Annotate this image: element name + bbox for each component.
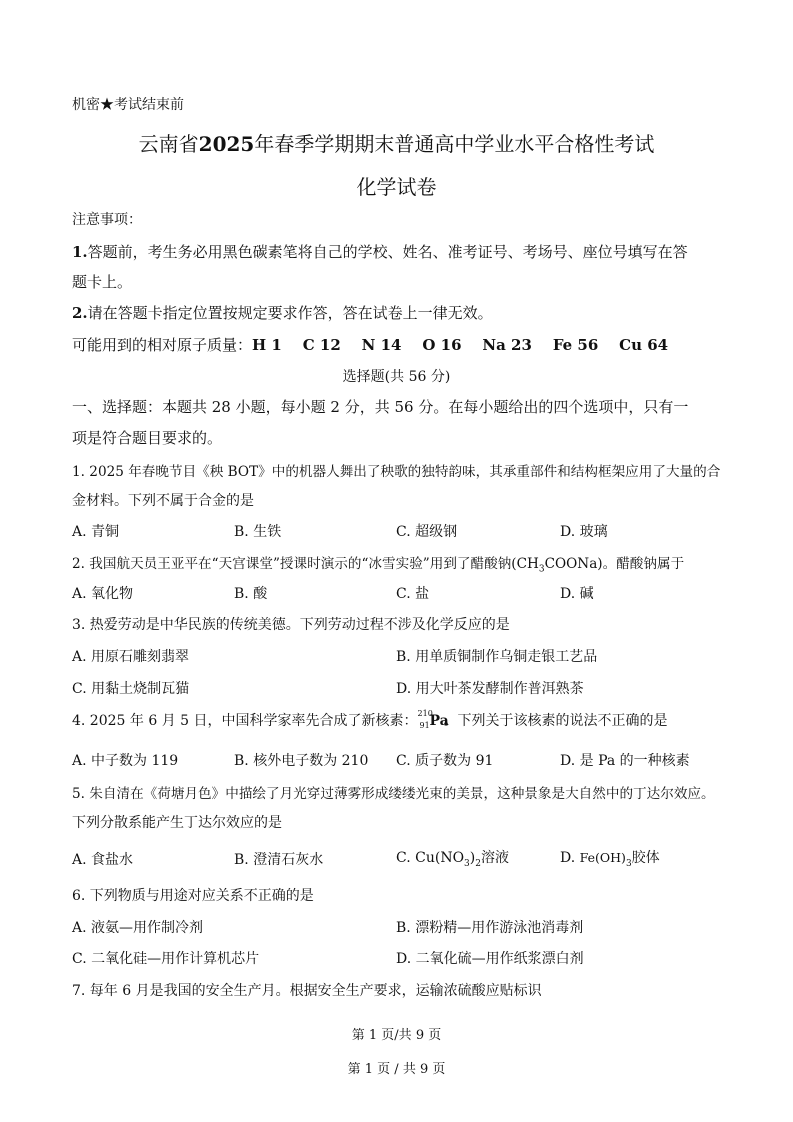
q2-option-c: C. 盐	[396, 586, 430, 602]
note-item-1-number: 1.	[72, 243, 88, 261]
nuclide-mass-number: 210	[417, 709, 433, 718]
q5-option-c-close: )	[469, 850, 476, 866]
q3-option-c: C. 用黏土烧制瓦猫	[72, 681, 190, 697]
q1-stem-line-1: 1. 2025 年春晚节目《秧 BOT》中的机器人舞出了秧歌的独特韵味，其承重部件和结构框架应用了大量的合	[72, 464, 721, 480]
q2-stem	[72, 552, 684, 575]
title-year: 2025	[198, 132, 255, 156]
q4-stem-post: 。下列关于该核素的说法不正确的是	[443, 713, 668, 729]
q4-option-b: B. 核外电子数为 210	[234, 753, 369, 769]
q5-option-d-formula: Fe(OH)	[579, 850, 626, 865]
q5-option-b: B. 澄清石灰水	[234, 852, 324, 868]
q5-option-c	[396, 847, 509, 869]
q5-option-c-sub-1: 3	[464, 858, 470, 869]
q5-option-d-tail: 胶体	[631, 850, 660, 866]
nuclide-atomic-number: 91	[419, 721, 430, 730]
q3-option-a: A. 用原石雕刻翡翠	[72, 649, 190, 665]
q6-option-d: D. 二氧化硫—用作纸浆漂白剂	[396, 951, 584, 967]
atomic-masses	[72, 334, 668, 355]
section-heading: 选择题(共 56 分)	[342, 369, 451, 385]
q5-option-c-formula: Cu(NO	[415, 850, 465, 866]
title-prefix: 云南省	[138, 132, 199, 156]
q6-stem: 6. 下列物质与用途对应关系不正确的是	[72, 888, 314, 904]
note-item-2-number: 2.	[72, 304, 88, 322]
exam-title	[0, 128, 793, 157]
q2-stem-post: COONa)。醋酸钠属于	[544, 556, 685, 572]
q5-option-c-sub-2: 2	[475, 858, 481, 869]
page-number-inner: 第 1 页/共 9 页	[351, 1028, 442, 1043]
note-item-2-text: 请在答题卡指定位置按规定要求作答，答在试卷上一律无效。	[87, 304, 493, 322]
q5-stem-line-2: 下列分散系能产生丁达尔效应的是	[72, 815, 282, 831]
q7-stem: 7. 每年 6 月是我国的安全生产月。根据安全生产要求，运输浓硫酸应贴标识	[72, 983, 542, 999]
q2-stem-sub: 3	[538, 564, 545, 575]
q3-option-b: B. 用单质铜制作乌铜走银工艺品	[396, 649, 598, 665]
q5-option-c-tail: 溶液	[480, 850, 509, 866]
q6-option-a: A. 液氨—用作制冷剂	[72, 920, 204, 936]
confidential-mark: 机密★考试结束前	[72, 97, 184, 113]
q4-option-d: D. 是 Pa 的一种核素	[560, 753, 690, 769]
note-item-1-line-2: 题卡上。	[72, 273, 133, 291]
q4-stem	[72, 710, 668, 730]
note-item-2	[72, 302, 493, 323]
q2-option-b: B. 酸	[234, 586, 268, 602]
q4-option-c: C. 质子数为 91	[396, 753, 494, 769]
q5-option-d-sub: 3	[625, 858, 632, 869]
nuclide-element: Pa	[429, 713, 449, 729]
q1-option-d: D. 玻璃	[560, 524, 608, 540]
q2-option-d: D. 碱	[560, 586, 594, 602]
q2-option-a: A. 氧化物	[72, 586, 134, 602]
nuclide-symbol	[417, 709, 449, 730]
q3-option-d: D. 用大叶茶发酵制作普洱熟茶	[396, 681, 584, 697]
q6-option-c: C. 二氧化硅—用作计算机芯片	[72, 951, 260, 967]
q5-option-a: A. 食盐水	[72, 852, 134, 868]
q1-option-b: B. 生铁	[234, 524, 282, 540]
q5-option-c-label: C.	[396, 850, 411, 866]
q5-option-d-label: D.	[560, 850, 576, 866]
title-suffix: 年春季学期期末普通高中学业水平合格性考试	[254, 132, 655, 156]
q5-option-d	[560, 847, 660, 869]
q1-option-a: A. 青铜	[72, 524, 120, 540]
note-item-1-text: 答题前，考生务必用黑色碳素笔将自己的学校、姓名、准考证号、考场号、座位号填写在答	[87, 243, 688, 261]
subject-title: 化学试卷	[356, 175, 437, 199]
notes-heading: 注意事项：	[72, 212, 142, 228]
page-number-outer: 第 1 页 / 共 9 页	[347, 1062, 446, 1077]
q4-stem-pre: 4. 2025 年 6 月 5 日，中国科学家率先合成了新核素：	[72, 713, 418, 729]
q4-option-a: A. 中子数为 119	[72, 753, 179, 769]
atomic-masses-values: H 1 C 12 N 14 O 16 Na 23 Fe 56 Cu 64	[252, 336, 669, 354]
q6-option-b: B. 漂粉精—用作游泳池消毒剂	[396, 920, 584, 936]
q5-stem-line-1: 5. 朱自清在《荷塘月色》中描绘了月光穿过薄雾形成缕缕光束的美景，这种景象是大自然中的丁达尔效应。	[72, 786, 715, 802]
q2-stem-pre: 2. 我国航天员王亚平在“天宫课堂”授课时演示的“冰雪实验”用到了醋酸钠(CH	[72, 556, 539, 572]
atomic-masses-label: 可能用到的相对原子质量：	[72, 336, 253, 354]
q3-stem: 3. 热爱劳动是中华民族的传统美德。下列劳动过程不涉及化学反应的是	[72, 617, 510, 633]
section-intro-line-2: 项是符合题目要求的。	[72, 429, 223, 447]
section-intro-line-1: 一、选择题：本题共 28 小题，每小题 2 分，共 56 分。在每小题给出的四个选项中，只有一	[72, 398, 689, 416]
q1-stem-line-2: 金材料。下列不属于合金的是	[72, 493, 254, 509]
q1-option-c: C. 超级钢	[396, 524, 458, 540]
note-item-1-line-1	[72, 241, 688, 262]
